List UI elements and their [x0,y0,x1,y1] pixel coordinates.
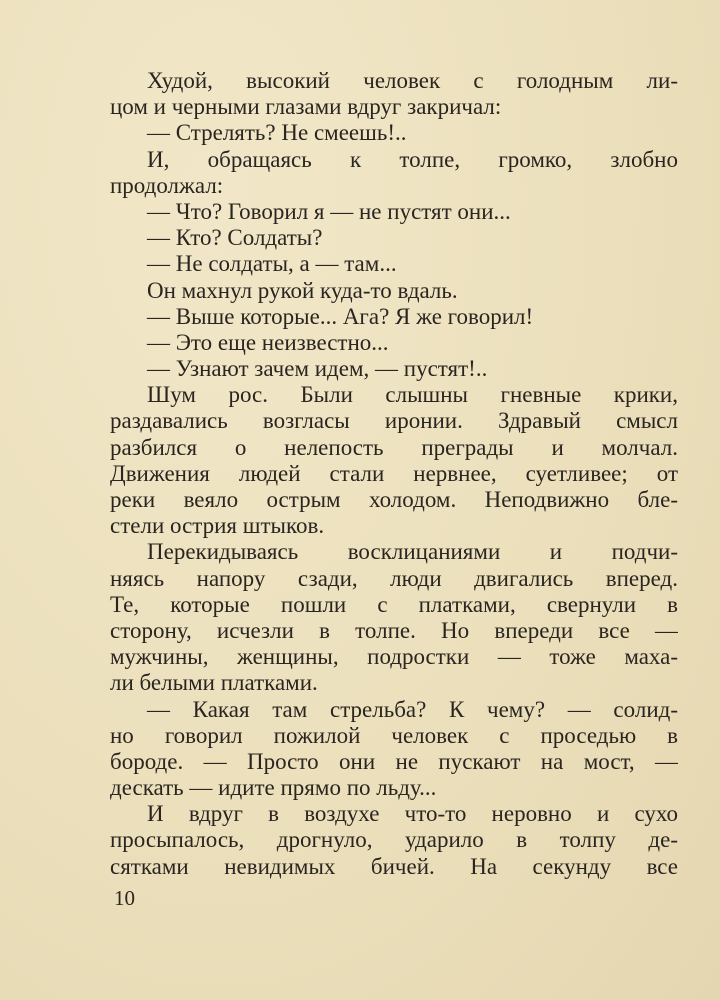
text-line: — Не солдаты, а — там... [147,251,397,277]
text-line: — Стрелять? Не смеешь!.. [147,120,407,146]
text-line: — Это еще неизвестно... [147,329,389,355]
text-line: Те, которые пошли с платками, свернули в [110,591,678,617]
text-line: раздавались возгласы иронии. Здравый смысл [110,408,678,434]
text-line: няясь напору сзади, люди двигались вперед. [110,565,678,591]
text-line: продолжал: [110,172,224,198]
text-line: Шум рос. Были слышны гневные крики, [147,382,678,408]
text-line: — Какая там стрельба? К чему? — солид- [147,696,678,722]
text-line: цом и черными глазами вдруг закричал: [110,94,502,120]
page-number: 10 [114,886,135,910]
text-line: И, обращаясь к толпе, громко, злобно [147,146,678,172]
text-line: просыпалось, дрогнуло, ударило в толпу де- [110,827,678,853]
text-line: Движения людей стали нервнее, суетливее; от [110,460,678,486]
text-line: бороде. — Просто они не пускают на мост, — [110,748,678,774]
text-line: ли белыми платками. [110,670,318,696]
text-line: разбился о нелепость преграды и молчал. [110,434,678,460]
page-body-text [110,68,678,880]
text-line: дескать — идите прямо по льду... [110,775,437,801]
text-line: Перекидываясь восклицаниями и подчи- [147,539,678,565]
text-line: — Выше которые... Ага? Я же говорил! [147,303,534,329]
text-line: — Что? Говорил я — не пустят они... [147,198,511,224]
text-line: — Кто? Солдаты? [147,225,323,251]
text-line: Худой, высокий человек с голодным ли- [147,68,678,93]
text-line: стели острия штыков. [110,513,325,539]
text-line: сторону, исчезли в толпе. Но впереди все — [110,617,678,643]
text-line: Он махнул рукой куда-то вдаль. [147,277,458,303]
text-line: — Узнают зачем идем, — пустят!.. [147,356,488,382]
text-line: но говорил пожилой человек с проседью в [110,722,678,748]
text-line: мужчины, женщины, подростки — тоже маха- [110,644,678,670]
text-line: реки веяло острым холодом. Неподвижно бле- [110,487,678,512]
text-line: И вдруг в воздухе что-то неровно и сухо [147,801,678,827]
text-line: сятками невидимых бичей. На секунду все [110,853,678,879]
